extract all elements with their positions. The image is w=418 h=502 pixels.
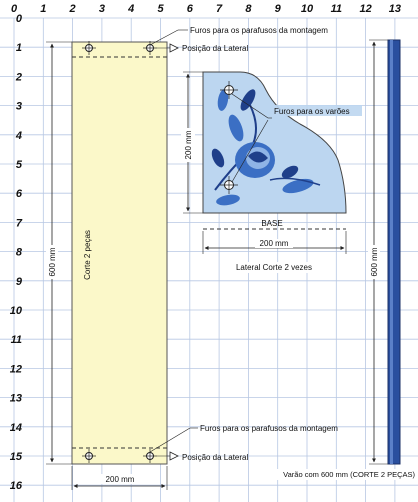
column-tick: 6 [186,3,193,15]
base-label: BASE [261,219,283,228]
row-tick: 9 [15,275,22,288]
lateral-piece [203,72,362,229]
row-tick-labels [10,13,23,492]
column-tick: 10 [300,3,314,15]
dim-600mm-right: 600 mm [370,247,379,277]
row-tick: 10 [9,305,22,317]
row-tick: 3 [15,100,22,113]
column-tick: 3 [98,3,105,15]
posicao-lateral-top-label: Posição da Lateral [182,44,249,53]
dim-200mm-bottom: 200 mm [105,475,135,484]
furos-parafusos-top-label: Furos para os parafusos da montagem [190,26,328,35]
row-tick: 16 [9,480,22,493]
column-tick: 11 [330,3,343,15]
column-tick: 8 [245,3,252,15]
row-tick: 11 [10,334,22,347]
column-tick: 13 [388,3,402,15]
row-tick: 14 [9,421,22,434]
column-tick: 4 [128,3,135,15]
corte-2-pecas-label: Corte 2 peças [83,230,92,280]
row-tick: 8 [15,246,22,259]
column-tick: 12 [359,3,372,15]
row-tick: 4 [15,129,22,142]
dim-200mm-vertical: 200 mm [184,130,193,160]
row-tick: 7 [15,217,22,230]
bottom-200mm-dimension [72,466,167,490]
row-tick: 1 [15,42,22,55]
column-tick: 5 [157,3,164,15]
lateral-200mm-vertical-dimension [181,72,203,213]
row-tick: 0 [15,13,22,25]
row-tick: 12 [9,363,22,376]
dim-600mm-left: 600 mm [48,247,57,277]
furos-varoes-label: Furos para os varões [274,107,350,116]
varao-label: Varão com 600 mm (CORTE 2 PEÇAS) [283,470,415,479]
lateral-corte-label: Lateral Corte 2 vezes [235,263,313,272]
row-tick: 6 [15,188,22,201]
dim-200mm-lateral: 200 mm [259,239,289,248]
varao-bar [388,40,400,464]
side-panel [72,41,167,464]
posicao-lateral-bottom-label: Posição da Lateral [182,453,249,462]
row-tick: 13 [9,392,22,405]
column-tick: 9 [274,3,281,15]
top-annotations [150,26,328,53]
column-tick: 7 [216,3,223,15]
row-tick: 15 [9,451,22,463]
column-tick: 0 [10,3,18,15]
column-tick: 2 [69,3,76,15]
furos-parafusos-bottom-label: Furos para os parafusos da montagem [200,424,338,433]
column-tick: 1 [40,3,47,15]
column-tick-labels [11,3,401,15]
row-tick: 2 [15,71,22,84]
row-tick: 5 [15,159,22,171]
